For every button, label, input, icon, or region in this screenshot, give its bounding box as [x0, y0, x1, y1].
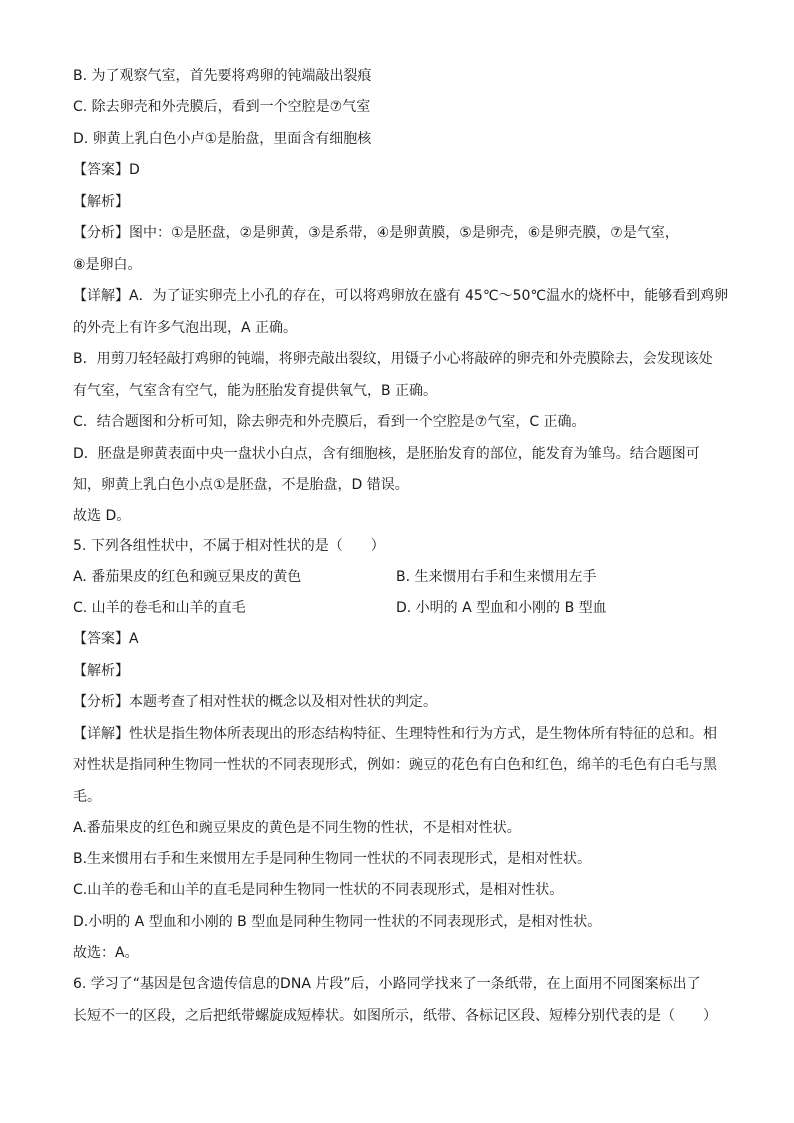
q5-option-c: C. 山羊的卷毛和山羊的直毛: [73, 600, 246, 616]
q5-fenxi: [73, 692, 437, 712]
q5-choose: 故选：A。: [73, 945, 139, 961]
q5-xiangjie-line-6: C.山羊的卷毛和山羊的直毛是同种生物同一性状的不同表现形式，是相对性状。: [73, 882, 564, 898]
q4-jiexi-heading: 【解析】: [73, 194, 129, 210]
fenxi-tag: 【分析】: [73, 225, 129, 241]
answer-tag: 【答案】: [73, 631, 129, 647]
fenxi-text: 本题考查了相对性状的概念以及相对性状的判定。: [129, 694, 437, 710]
q5-xiangjie-line-3: 毛。: [73, 789, 101, 805]
q5-options-row-1: [73, 567, 723, 587]
q5-option-d: D. 小明的 A 型血和小刚的 B 型血: [396, 600, 607, 616]
answer-tag: 【答案】: [73, 162, 129, 178]
q4-answer: [73, 160, 140, 180]
q5-stem: 5. 下列各组性状中，不属于相对性状的是（ ）: [73, 538, 385, 554]
q4-xiangjie-line-6: D．胚盘是卵黄表面中央一盘状小白点，含有细胞核，是胚胎发育的部位，能发育为雏鸟。结合题图可: [73, 446, 700, 462]
answer-value: D: [129, 162, 140, 178]
q5-xiangjie-line-5: B.生来惯用右手和生来惯用左手是同种生物同一性状的不同表现形式，是相对性状。: [73, 851, 592, 867]
q5-option-a: A. 番茄果皮的红色和豌豆果皮的黄色: [73, 569, 302, 585]
q4-fenxi-line-2: ⑧是卵白。: [73, 257, 142, 273]
xiangjie-tag: 【详解】: [73, 288, 129, 304]
q4-choose: 故选 D。: [73, 508, 131, 524]
q6-stem-line-1: 6. 学习了“基因是包含遗传信息的DNA 片段”后，小路同学找来了一条纸带，在上面用不同图案标出了: [73, 976, 701, 992]
q4-option-b: B. 为了观察气室，首先要将鸡卵的钝端敲出裂痕: [73, 68, 372, 84]
xiangjie-tag: 【详解】: [73, 726, 129, 742]
fenxi-text: 图中：①是胚盘，②是卵黄，③是系带，④是卵黄膜，⑤是卵壳，⑥是卵壳膜，⑦是气室，: [129, 225, 679, 241]
q4-option-d: D. 卵黄上乳白色小卢①是胎盘，里面含有细胞核: [73, 131, 372, 147]
q4-xiangjie-line-7: 知，卵黄上乳白色小点①是胚盘，不是胎盘，D 错误。: [73, 477, 409, 493]
q5-xiangjie-line-2: 对性状是指同种生物同一性状的不同表现形式，例如：豌豆的花色有白色和红色，绵羊的毛色有白毛与黑: [73, 757, 717, 773]
fenxi-tag: 【分析】: [73, 694, 129, 710]
q4-xiangjie-line-5: C．结合题图和分析可知，除去卵壳和外壳膜后，看到一个空腔是⑦气室，C 正确。: [73, 414, 586, 430]
q5-answer: [73, 629, 139, 649]
q4-option-c: C. 除去卵壳和外壳膜后，看到一个空腔是⑦气室: [73, 99, 371, 115]
q4-xiangjie-line-4: 有气室，气室含有空气，能为胚胎发育提供氧气，B 正确。: [73, 383, 438, 399]
q5-options-row-2: [73, 598, 723, 618]
q4-xiangjie-line-1: [73, 286, 728, 306]
q5-jiexi-heading: 【解析】: [73, 663, 129, 679]
q4-fenxi-line-1: [73, 223, 679, 243]
xiangjie-text: A．为了证实卵壳上小孔的存在，可以将鸡卵放在盛有 45℃～50℃温水的烧杯中，能够看到鸡卵: [129, 288, 729, 304]
q4-xiangjie-line-3: B．用剪刀轻轻敲打鸡卵的钝端，将卵壳敲出裂纹，用镊子小心将敲碎的卵壳和外壳膜除去，会发现该处: [73, 351, 713, 367]
xiangjie-text: 性状是指生物体所表现出的形态结构特征、生理特性和行为方式，是生物体所有特征的总和。相: [129, 726, 717, 742]
q4-xiangjie-line-2: 的外壳上有许多气泡出现，A 正确。: [73, 320, 298, 336]
q5-xiangjie-line-1: [73, 724, 717, 744]
q5-xiangjie-line-7: D.小明的 A 型血和小刚的 B 型血是同种生物同一性状的不同表现形式，是相对性状。: [73, 914, 602, 930]
q5-option-b: B. 生来惯用右手和生来惯用左手: [396, 569, 597, 585]
q5-xiangjie-line-4: A.番茄果皮的红色和豌豆果皮的黄色是不同生物的性状，不是相对性状。: [73, 820, 521, 836]
q6-stem-line-2: 长短不一的区段，之后把纸带螺旋成短棒状。如图所示，纸带、各标记区段、短棒分别代表的是（ ）: [73, 1008, 717, 1024]
answer-value: A: [129, 631, 139, 647]
